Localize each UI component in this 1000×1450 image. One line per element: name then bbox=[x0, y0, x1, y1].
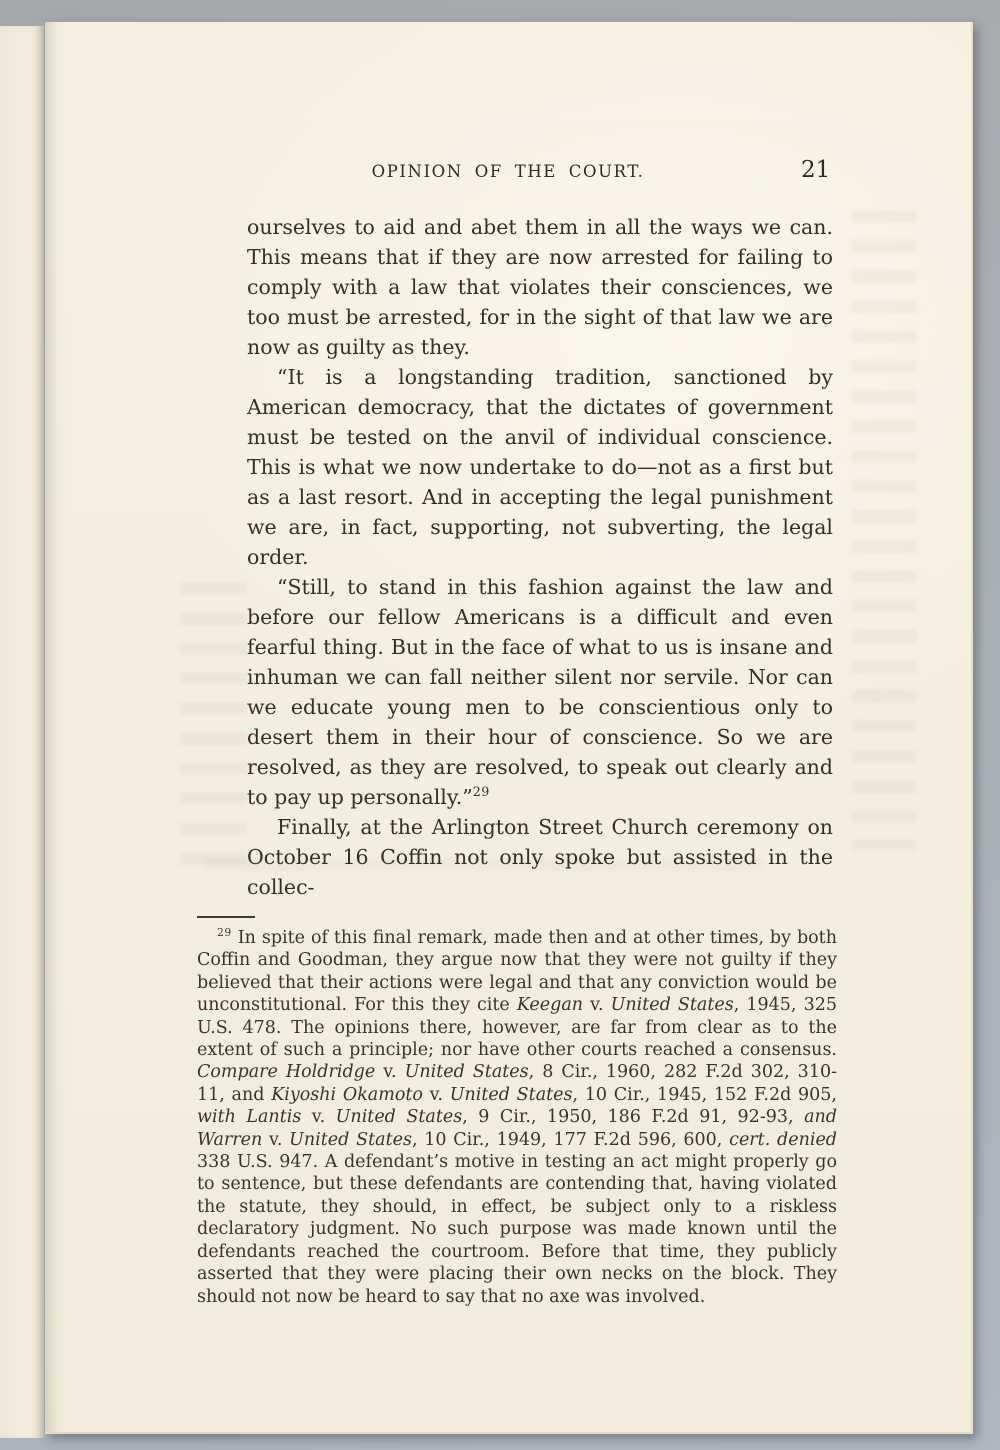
body-paragraph bbox=[247, 572, 833, 812]
case-name-italic: cert. denied bbox=[729, 1129, 837, 1150]
body-paragraph bbox=[247, 362, 833, 572]
page-number: 21 bbox=[801, 157, 831, 183]
case-name-italic: Keegan bbox=[516, 995, 584, 1016]
footnote-rule bbox=[197, 916, 255, 918]
show-through-ghost-right bbox=[851, 210, 917, 850]
text-run: , 1945, 325 U.S. 478. The opinions there, however, are far from clear as to the extent of such a principle; nor have other courts reached a consensus. bbox=[197, 995, 837, 1061]
case-name-italic: with Lantis bbox=[197, 1107, 302, 1128]
text-column bbox=[197, 212, 837, 1308]
case-name-italic: United States bbox=[335, 1107, 463, 1128]
text-run: v. bbox=[301, 1107, 336, 1128]
text-run: In spite of this final remark, made then and at other times, by both Coffin and Goodman, they argue now that they were not guilty if they believed that their actions were legal and that any conviction would be unconstitutional. For this they cite bbox=[197, 928, 837, 1016]
adjacent-page-edge bbox=[0, 26, 44, 1438]
text-run: v. bbox=[583, 995, 611, 1016]
case-name-italic: Kiyoshi Okamoto bbox=[271, 1084, 423, 1105]
body-text bbox=[247, 212, 833, 902]
book-page bbox=[45, 22, 973, 1434]
text-run: Finally, at the Arlington Street Church ceremony on October 16 Coffin not only spoke but assisted in the collec- bbox=[247, 815, 833, 899]
body-paragraph bbox=[247, 212, 833, 362]
text-run: , 8 Cir., 1960, 282 F.2d 302, 310-11, and bbox=[197, 1062, 838, 1105]
case-name-italic: and Warren bbox=[197, 1107, 837, 1150]
text-run: , 10 Cir., 1945, 152 F.2d 905, bbox=[572, 1084, 837, 1105]
text-run: , 9 Cir., 1950, 186 F.2d 91, 92-93, bbox=[462, 1107, 805, 1128]
case-name-italic: Compare Holdridge bbox=[197, 1062, 376, 1083]
case-name-italic: United States bbox=[610, 995, 734, 1016]
text-run: “Still, to stand in this fashion against the law and before our fellow Americans is a difficult and even fearful thing. But in the face of what to us is insane and inhuman we can fall neither silent nor servile. Nor can we educate young men to be conscientious only to desert them in their hour of conscience. So we are resolved, as they are resolved, to speak out clearly and to pay up personally.” bbox=[247, 575, 833, 809]
text-run: 338 U.S. 947. A defendant’s motive in testing an act might properly go to sentence, but these defendants are contending that, having violated the statute, they should, in effect, be subject only to a riskless declaratory judgment. No such purpose was made known until the defendants reached the courtroom. Before that time, they publicly asserted that they were placing their own necks on the block. They should not now be heard to say that no axe was involved. bbox=[197, 1152, 837, 1307]
page-crease-shadow bbox=[45, 22, 65, 1432]
text-run: “It is a longstanding tradition, sanctioned by American democracy, that the dictates of government must be tested on the anvil of individual conscience. This is what we now undertake to do—not as a first but as a last resort. And in accepting the legal punishment we are, in fact, supporting, not subverting, the legal order. bbox=[247, 365, 833, 569]
text-run: , 10 Cir., 1949, 177 F.2d 596, 600, bbox=[411, 1129, 730, 1150]
footnote-reference: 29 bbox=[217, 926, 232, 940]
text-run: v. bbox=[375, 1062, 405, 1083]
body-paragraph bbox=[247, 812, 833, 902]
case-name-italic: United States bbox=[449, 1084, 573, 1105]
text-run: v. bbox=[262, 1129, 290, 1150]
text-run: v. bbox=[422, 1084, 450, 1105]
running-header: OPINION OF THE COURT. bbox=[371, 162, 645, 181]
footnote-reference: 29 bbox=[472, 784, 490, 800]
case-name-italic: United States bbox=[289, 1129, 412, 1150]
case-name-italic: United States bbox=[404, 1062, 529, 1083]
text-run: ourselves to aid and abet them in all the ways we can. This means that if they are now arrested for failing to comply with a law that violates their consciences, we too must be arrested, for in the sight of that law we are now as guilty as they. bbox=[247, 215, 833, 359]
footnote-29 bbox=[197, 927, 837, 1308]
